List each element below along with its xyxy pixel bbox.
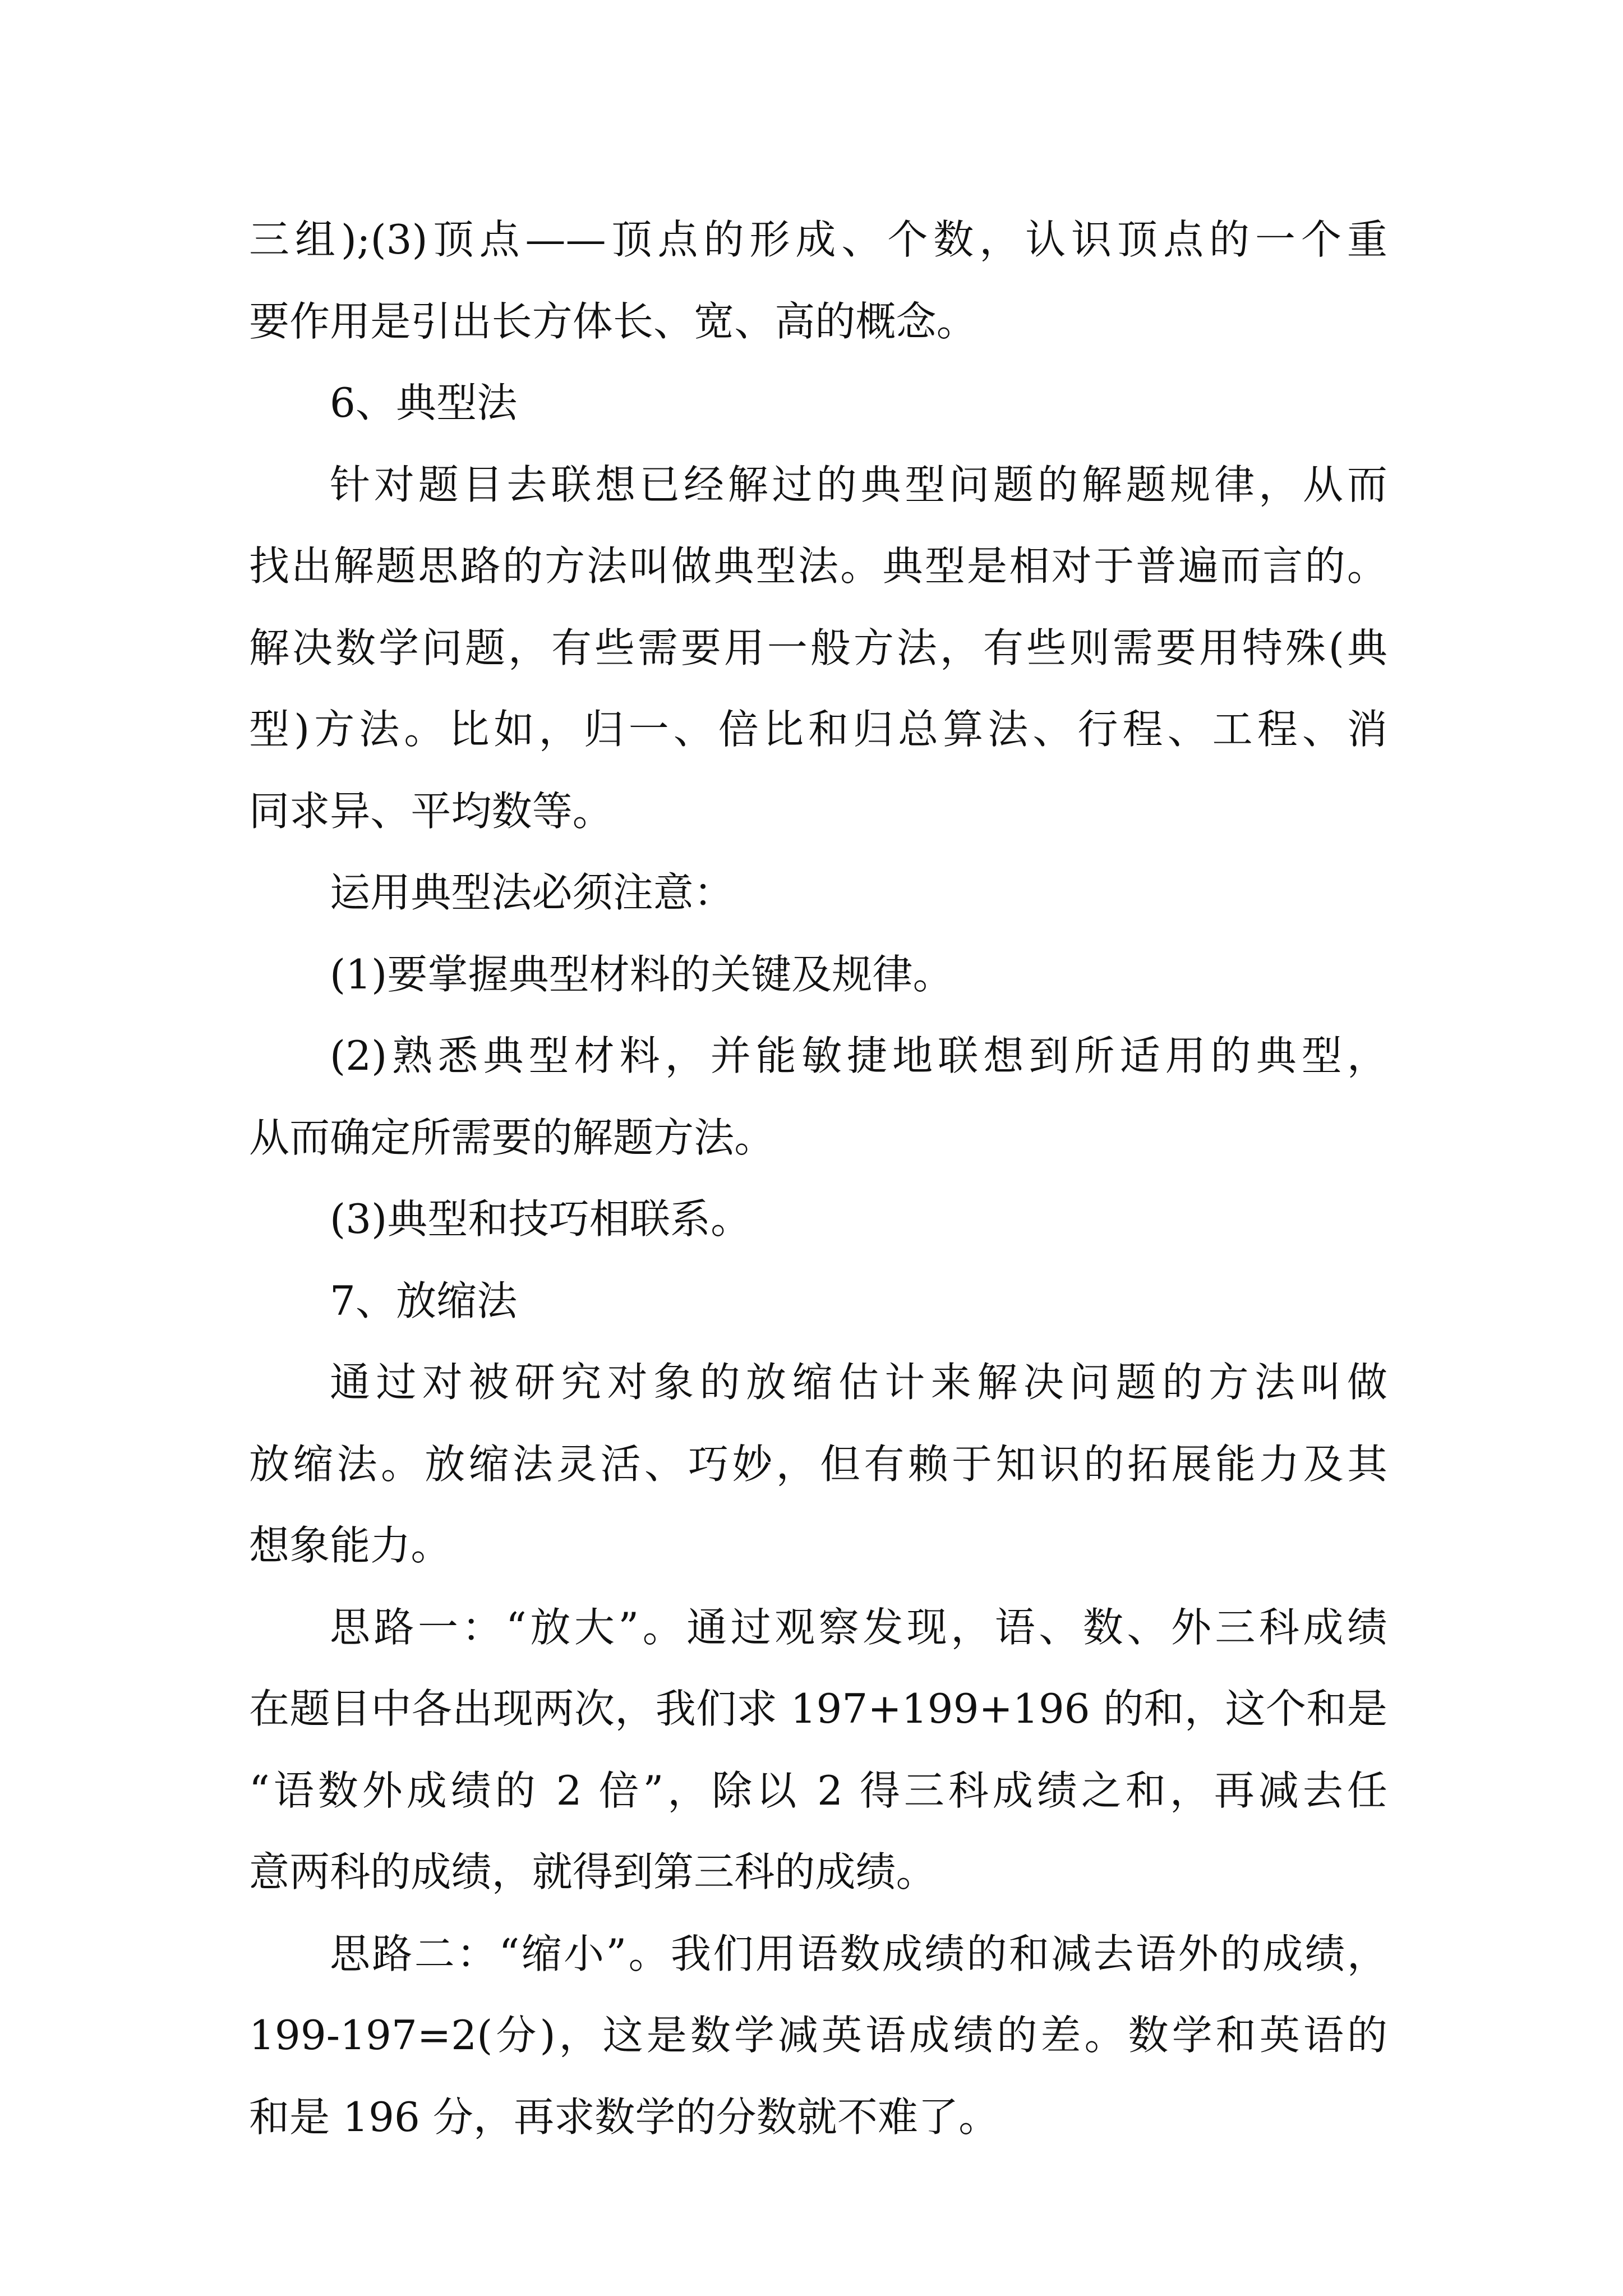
text-line: 针对题目去联想已经解过的典型问题的解题规律，从而 (330, 461, 1387, 508)
section-heading: 6、典型法 (330, 379, 518, 426)
text-line: 思路一：“放大”。通过观察发现，语、数、外三科成绩 (330, 1603, 1387, 1651)
text-line: 想象能力。 (249, 1522, 451, 1569)
list-item: (2)熟悉典型材料，并能敏捷地联想到所适用的典型， (330, 1032, 1387, 1079)
text-line: 运用典型法必须注意： (330, 869, 735, 916)
list-item: (3)典型和技巧相联系。 (330, 1195, 751, 1243)
text-line: 三组);(3)顶点——顶点的形成、个数，认识顶点的一个重 (249, 216, 1387, 263)
text-line: 199-197=2(分)，这是数学减英语成绩的差。数学和英语的 (249, 2012, 1387, 2059)
text-line: 放缩法。放缩法灵活、巧妙，但有赖于知识的拓展能力及其 (249, 1440, 1387, 1488)
text-line: 思路二：“缩小”。我们用语数成绩的和减去语外的成绩， (330, 1930, 1387, 1977)
text-line: 从而确定所需要的解题方法。 (249, 1114, 775, 1161)
text-line: 解决数学问题，有些需要用一般方法，有些则需要用特殊(典 (249, 624, 1387, 671)
text-line: “语数外成绩的 2 倍”，除以 2 得三科成绩之和，再减去任 (249, 1766, 1387, 1814)
text-line: 找出解题思路的方法叫做典型法。典型是相对于普遍而言的。 (249, 542, 1387, 590)
text-line: 通过对被研究对象的放缩估计来解决问题的方法叫做 (330, 1359, 1387, 1406)
section-heading: 7、放缩法 (330, 1277, 518, 1324)
text-line: 同求异、平均数等。 (249, 787, 613, 835)
text-line: 和是 196 分，再求数学的分数就不难了。 (249, 2093, 999, 2141)
text-line: 要作用是引出长方体长、宽、高的概念。 (249, 297, 977, 345)
text-line: 型)方法。比如，归一、倍比和归总算法、行程、工程、消 (249, 706, 1387, 753)
text-line: 意两科的成绩，就得到第三科的成绩。 (249, 1848, 937, 1895)
document-body (249, 199, 1387, 2158)
text-line: 在题目中各出现两次，我们求 197+199+196 的和，这个和是 (249, 1685, 1387, 1732)
list-item: (1)要掌握典型材料的关键及规律。 (330, 950, 953, 998)
